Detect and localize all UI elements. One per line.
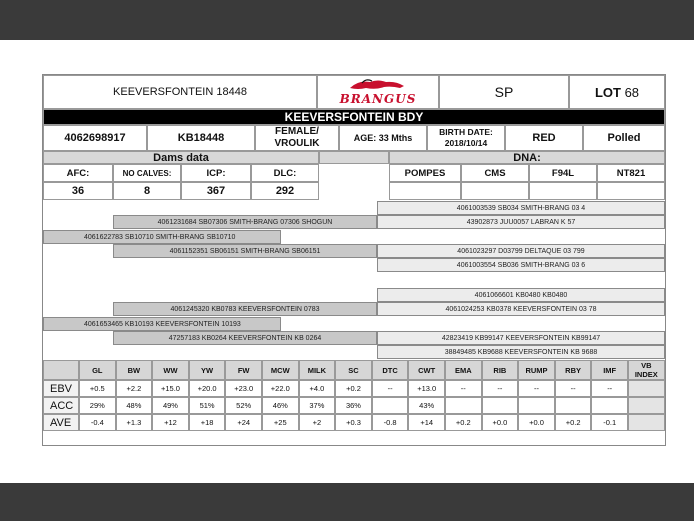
ebv-cell: +23.0 [225,380,262,397]
ebv-row-label: ACC [43,397,79,414]
ebv-cell: +2.2 [116,380,153,397]
ebv-column-header: BW [116,360,153,380]
ebv-cell: +0.0 [482,414,519,431]
ebv-cell: +24 [225,414,262,431]
ebv-cell: +0.5 [79,380,116,397]
farm-name: KEEVERSFONTEIN 18448 [43,75,317,109]
animal-id: 4062698917 [43,125,147,151]
ebv-table-footer [43,431,665,445]
ebv-cell: +2 [299,414,336,431]
animal-sex: FEMALE/ VROULIK [255,125,339,151]
ebv-cell: 49% [152,397,189,414]
dlc-value: 292 [251,182,319,200]
ebv-cell: +13.0 [408,380,445,397]
ebv-cell: 43% [408,397,445,414]
pedigree-entry: 4061023297 D03799 DELTAQUE 03 799 [377,244,665,258]
ebv-column-header: FW [225,360,262,380]
ebv-column-header: SC [335,360,372,380]
ebv-cell: +1.3 [116,414,153,431]
ebv-cell [628,414,665,431]
ebv-cell [482,397,519,414]
animal-colour: RED [505,125,583,151]
pedigree-entry: 38849485 KB9688 KEEVERSFONTEIN KB 9688 [377,345,665,359]
ebv-cell: +14 [408,414,445,431]
dna-nt821-header: NT821 [597,164,665,182]
logo-text: BRANGUS [339,92,417,106]
code: SP [439,75,569,109]
ebv-cell [591,397,628,414]
ebv-column-header: RBY [555,360,592,380]
icp-value: 367 [181,182,251,200]
ebv-column-header: IMF [591,360,628,380]
ebv-column-header: YW [189,360,226,380]
ebv-column-header: RIB [482,360,519,380]
ebv-cell: 52% [225,397,262,414]
dna-cms-header: CMS [461,164,529,182]
birth-date-label: BIRTH DATE: [439,127,493,137]
no-calves-value: 8 [113,182,181,200]
ebv-cell: +12 [152,414,189,431]
ebv-cell: 37% [299,397,336,414]
dna-f94l-header: F94L [529,164,597,182]
ebv-column-header: CWT [408,360,445,380]
afc-header: AFC: [43,164,113,182]
pedigree-entry: 4061003554 SB036 SMITH-BRANG 03 6 [377,258,665,272]
ebv-cell: -0.4 [79,414,116,431]
ebv-row-label: AVE [43,414,79,431]
animal-age: AGE: 33 Mths [339,125,427,151]
ebv-cell [445,397,482,414]
ebv-cell: -- [482,380,519,397]
ebv-cell [372,397,409,414]
ebv-cell [628,380,665,397]
ebv-cell: 48% [116,397,153,414]
ebv-row-label: EBV [43,380,79,397]
ebv-cell: -- [372,380,409,397]
ebv-cell [518,397,555,414]
ebv-cell [555,397,592,414]
ebv-cell: +0.0 [518,414,555,431]
lot-number: 68 [624,84,640,100]
ebv-table [43,75,665,445]
pedigree-entry: 4061622783 SB10710 SMITH-BRANG SB10710 [43,230,281,244]
top-frame-bar [0,0,694,40]
ebv-column-header: DTC [372,360,409,380]
ebv-cell: -0.1 [591,414,628,431]
animal-tag: KB18448 [147,125,255,151]
ebv-cell: +0.2 [555,414,592,431]
ebv-column-header: MILK [299,360,336,380]
no-calves-header: NO CALVES: [113,164,181,182]
ebv-column-header: VB INDEX [628,360,665,380]
lot-label: LOT [594,84,621,100]
ebv-cell: +25 [262,414,299,431]
pedigree-entry: 43902873 JUU0057 LABRAN K 57 [377,215,665,229]
animal-horn-status: Polled [583,125,665,151]
ebv-column-header: GL [79,360,116,380]
ebv-cell: +0.3 [335,414,372,431]
ebv-column-header: RUMP [518,360,555,380]
pedigree-entry: 4061653465 KB10193 KEEVERSFONTEIN 10193 [43,317,281,331]
ebv-cell: +0.2 [445,414,482,431]
dlc-header: DLC: [251,164,319,182]
ebv-cell: -- [555,380,592,397]
ebv-cell: 51% [189,397,226,414]
pedigree-entry: 4061245320 KB0783 KEEVERSFONTEIN 0783 [113,302,377,316]
pedigree-entry: 4061024253 KB0378 KEEVERSFONTEIN 03 78 [377,302,665,316]
afc-value: 36 [43,182,113,200]
ebv-cell: 29% [79,397,116,414]
dna-heading: DNA: [389,151,665,164]
ebv-cell: -- [445,380,482,397]
ebv-cell: 46% [262,397,299,414]
dna-pompes-header: POMPES [389,164,461,182]
ebv-cell: +4.0 [299,380,336,397]
ebv-corner-header [43,360,79,380]
ebv-cell: 36% [335,397,372,414]
ebv-cell: -0.8 [372,414,409,431]
ebv-cell [628,397,665,414]
pedigree-entry: 4061231684 SB07306 SMITH-BRANG 07306 SHOGUN [113,215,377,229]
pedigree-entry: 4061066601 KB0480 KB0480 [377,288,665,302]
pedigree-entry: 4061152351 SB06151 SMITH-BRANG SB06151 [113,244,377,258]
birth-date-value: 2018/10/14 [444,138,488,148]
bottom-frame-bar [0,483,694,521]
dams-heading: Dams data [43,151,319,164]
ebv-column-header: MCW [262,360,299,380]
ebv-column-header: EMA [445,360,482,380]
sale-catalogue-sheet [42,74,666,446]
ebv-cell: +20.0 [189,380,226,397]
ebv-cell: -- [518,380,555,397]
ebv-cell: +18 [189,414,226,431]
ebv-cell: -- [591,380,628,397]
animal-name-title: KEEVERSFONTEIN BDY [43,109,665,125]
icp-header: ICP: [181,164,251,182]
ebv-column-header: WW [152,360,189,380]
pedigree-entry: 4061003539 SB034 SMITH-BRANG 03 4 [377,201,665,215]
pedigree-entry: 47257183 KB0264 KEEVERSFONTEIN KB 0264 [113,331,377,345]
ebv-cell: +0.2 [335,380,372,397]
pedigree-entry: 42823419 KB99147 KEEVERSFONTEIN KB99147 [377,331,665,345]
ebv-cell: +22.0 [262,380,299,397]
ebv-cell: +15.0 [152,380,189,397]
